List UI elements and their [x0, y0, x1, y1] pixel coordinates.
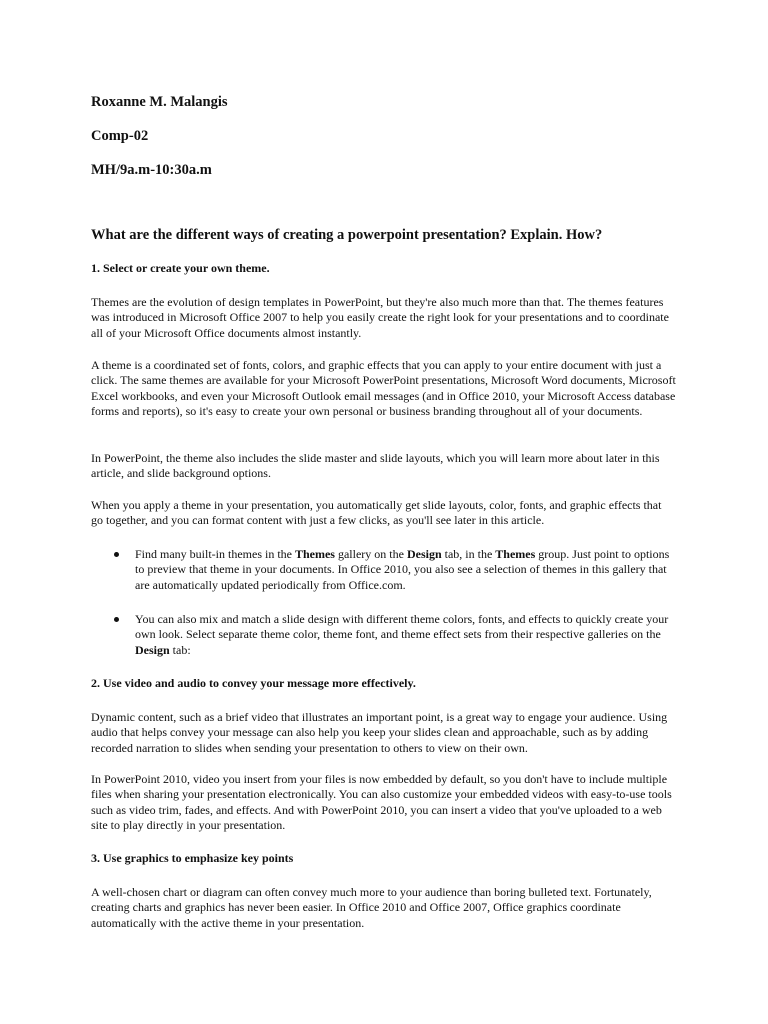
section-1-paragraph-2: A theme is a coordinated set of fonts, colors, and graphic effects that you can apply to your entire document with just a click. The same themes are available for your Microsoft PowerPoint presentations, Microsoft Word documents, Microsoft Excel workbooks, and even your Microsoft Outlook email messages (and in Office 2010, your Microsoft Access database forms and reports), so it's easy to create your own personal or business branding throughout all of your documents. — [91, 358, 676, 418]
theme-tips-list-2 — [91, 612, 681, 658]
course-code: Comp-02 — [91, 128, 149, 144]
section-1-heading: 1. Select or create your own theme. — [91, 261, 270, 275]
question-heading: What are the different ways of creating a powerpoint presentation? Explain. How? — [91, 227, 603, 243]
bullet-dot-icon — [114, 552, 119, 557]
bullet-dot-icon — [114, 617, 119, 622]
section-3-heading: 3. Use graphics to emphasize key points — [91, 851, 294, 865]
section-2-heading: 2. Use video and audio to convey your message more effectively. — [91, 676, 416, 690]
bullet-text: tab, in the — [441, 547, 496, 561]
bold-term: Design — [135, 642, 170, 657]
bullet-text: tab: — [169, 642, 191, 657]
theme-tips-list — [91, 547, 681, 593]
bullet-text: Find many built-in themes in the — [135, 547, 295, 561]
section-2-paragraph-2: In PowerPoint 2010, video you insert from your files is now embedded by default, so you don't have to include multiple files when sharing your presentation electronically. You can also customize your embedded videos with easy-to-use tools such as video trim, fades, and effects. And with PowerPoint 2010, you can insert a video that you've uploaded to a web site to play directly in your presentation. — [91, 772, 672, 832]
bold-term: Themes — [294, 547, 335, 561]
bullet-text: group. Just point to options to preview that theme in your documents. In Office 2010, you also see a selection of themes in this gallery that are automatically updated periodically from Office.com. — [135, 547, 670, 592]
bullet-text: You can also mix and match a slide design with different theme colors, fonts, and effects to quickly create your own look. Select separate theme color, theme font, and theme effect sets from their respective galleries on the — [135, 612, 669, 642]
class-schedule: MH/9a.m-10:30a.m — [91, 162, 212, 178]
bold-term: Design — [406, 547, 442, 561]
section-1-paragraph-1: Themes are the evolution of design templates in PowerPoint, but they're also much more than that. The themes features was introduced in Microsoft Office 2007 to help you easily create the right look for your presentations and to coordinate all of your Microsoft Office documents almost instantly. — [91, 295, 669, 340]
list-item — [91, 547, 681, 593]
section-1-paragraph-4: When you apply a theme in your presentation, you automatically get slide layouts, color, fonts, and graphic effects that go together, and you can format content with just a few clicks, as you'll see later in this article. — [91, 498, 662, 528]
section-2-paragraph-1: Dynamic content, such as a brief video that illustrates an important point, is a great way to engage your audience. Using audio that helps convey your message can also help you keep your slides clean and approachable, such as by adding recorded narration to slides when sending your presentation to others to view on their own. — [91, 710, 668, 755]
section-1-paragraph-3: In PowerPoint, the theme also includes the slide master and slide layouts, which you will learn more about later in this article, and slide background options. — [91, 451, 660, 481]
bullet-text: gallery on the — [334, 547, 407, 561]
bold-term: Themes — [495, 547, 536, 561]
author-name: Roxanne M. Malangis — [91, 94, 228, 110]
list-item — [91, 612, 681, 658]
section-3-paragraph-1: A well-chosen chart or diagram can often convey much more to your audience than boring bulleted text. Fortunately, creating charts and graphics has never been easier. In Office 2010 and Office 2007, Office graphics coordinate automatically with the active theme in your presentation. — [91, 885, 652, 930]
